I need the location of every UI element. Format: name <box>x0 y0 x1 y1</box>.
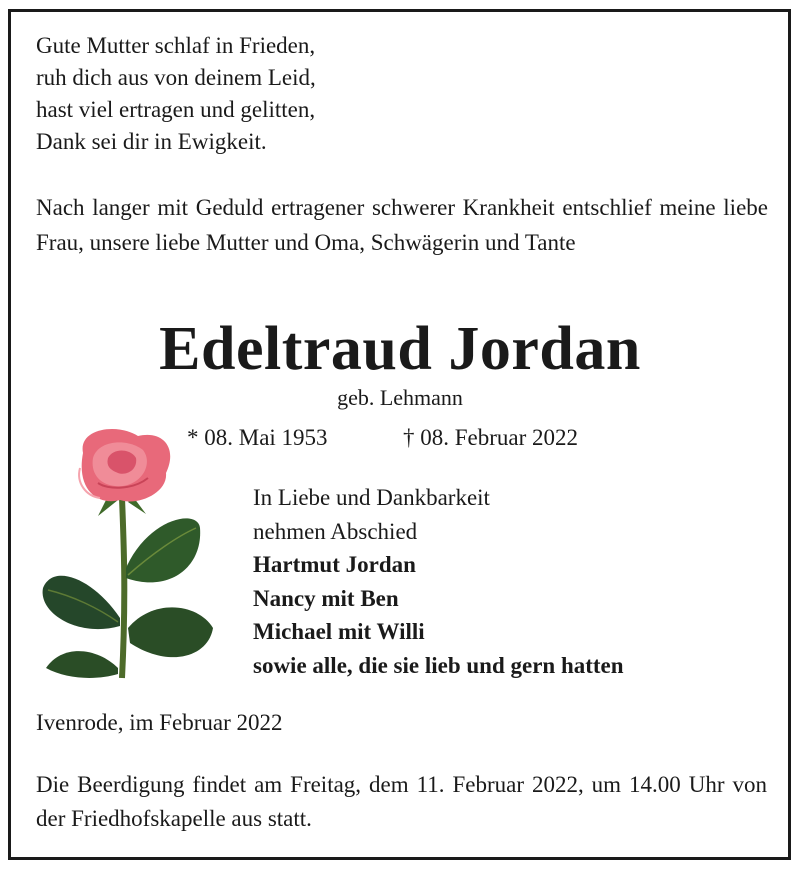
rose-icon <box>38 428 218 680</box>
deceased-name: Edeltraud Jordan <box>159 315 641 383</box>
poem-line: ruh dich aus von deinem Leid, <box>36 65 316 90</box>
poem-line: hast viel ertragen und gelitten, <box>36 97 316 122</box>
mourner-name: Nancy mit Ben <box>253 585 399 611</box>
maiden-name: geb. Lehmann <box>337 385 463 410</box>
intro-text: Nach langer mit Geduld ertragener schwerer Krankheit entschlief meine liebe Frau, unsere liebe Mutter und Oma, Schwägerin und Tante <box>36 195 768 255</box>
mourner-name: Hartmut Jordan <box>253 552 416 577</box>
place-date: Ivenrode, im Februar 2022 <box>36 710 283 735</box>
mourners-intro: In Liebe und Dankbarkeit <box>253 485 490 510</box>
poem-line: Gute Mutter schlaf in Frieden, <box>36 33 316 58</box>
funeral-notice: Die Beerdigung findet am Freitag, dem 11. Februar 2022, um 14.00 Uhr von der Friedhofskapelle aus statt. <box>36 772 767 831</box>
poem-line: Dank sei dir in Ewigkeit. <box>36 129 267 154</box>
death-date: † 08. Februar 2022 <box>403 425 579 450</box>
birth-date: * 08. Mai 1953 <box>187 425 328 450</box>
mourner-name: Michael mit Willi <box>253 619 425 644</box>
poem <box>36 30 316 158</box>
mourners <box>253 481 624 682</box>
mourner-name: sowie alle, die sie lieb und gern hatten <box>253 652 624 678</box>
mourners-intro: nehmen Abschied <box>253 518 418 544</box>
